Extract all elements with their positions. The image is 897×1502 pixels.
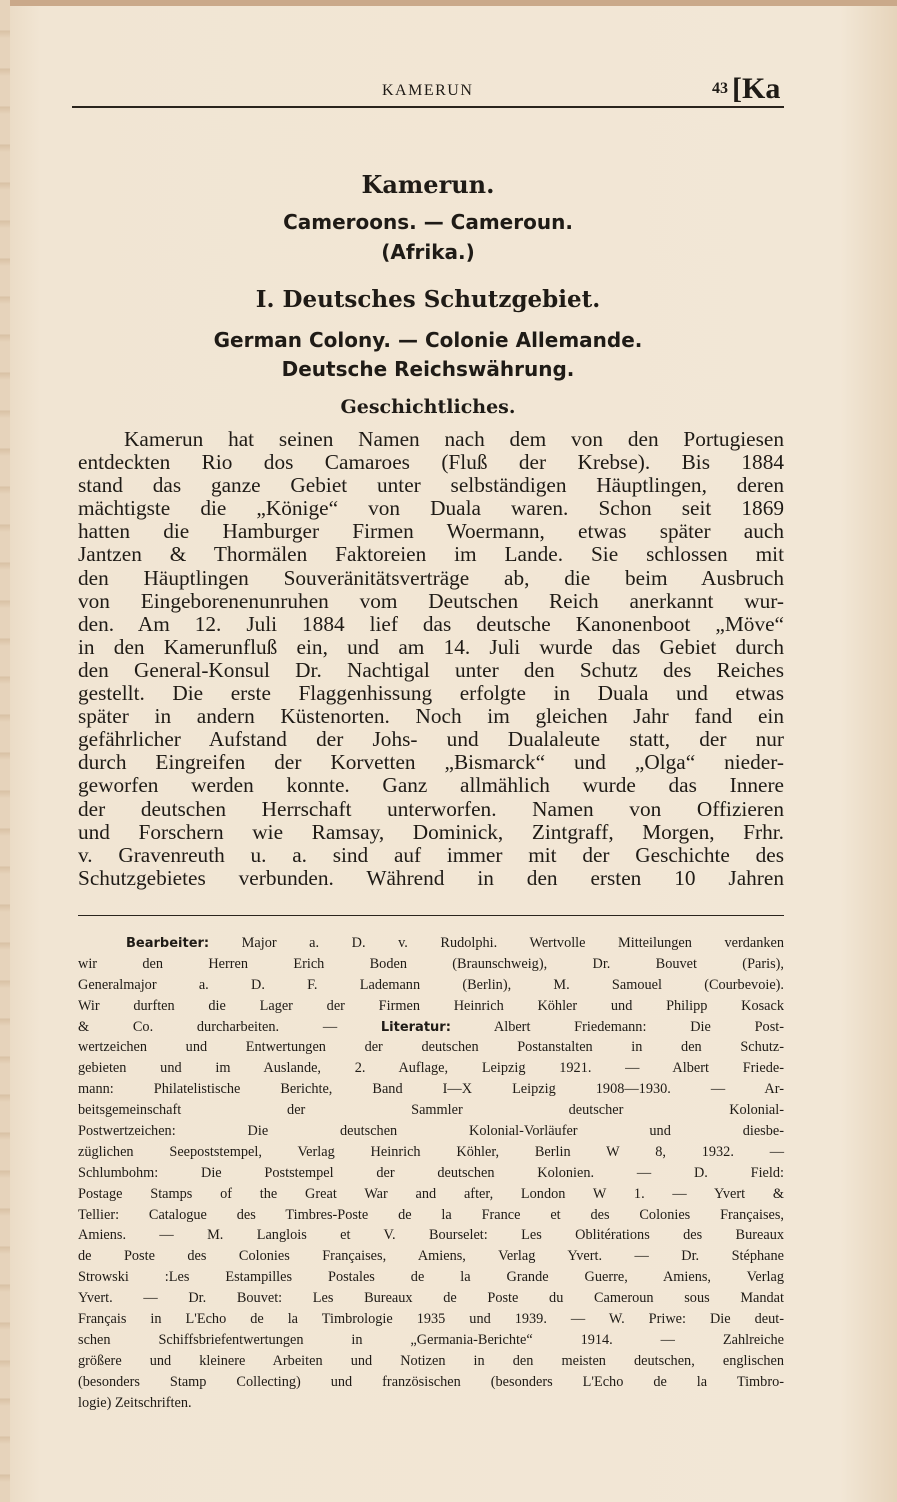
footnote-line: logie) Zeitschriften. — [78, 1394, 192, 1411]
body-line: den General-Konsul Dr. Nachtigal unter den Schutz des Reiches — [78, 657, 784, 682]
footnote-line: Postage Stamps of the Great War and after, London W 1. — Yvert & — [78, 1185, 784, 1202]
footnote-line: Strowski :Les Estampilles Postales de la Grande Guerre, Amiens, Verlag — [78, 1269, 784, 1286]
running-title: KAMERUN — [382, 82, 474, 99]
footnote-line: Français in L'Echo de la Timbrologie 1935 und 1939. — W. Priwe: Die deut- — [78, 1311, 784, 1328]
body-line: stand das ganze Gebiet unter selbständigen Häuptlingen, deren — [78, 473, 784, 498]
footnote-line: Generalmajor a. D. F. Lademann (Berlin), M. Samouel (Courbevoie). — [78, 976, 784, 993]
footnote-line: & Co. durcharbeiten. — Literatur: Albert Friedemann: Die Post- — [78, 1018, 784, 1035]
footnote-block — [78, 933, 784, 1413]
body-line: Schutzgebietes verbunden. Während in den ersten 10 Jahren — [78, 865, 784, 890]
footnote-line: Tellier: Catalogue des Timbres-Poste de la France et des Colonies Françaises, — [78, 1206, 784, 1223]
body-line: hatten die Hamburger Firmen Woermann, etwas später auch — [78, 519, 784, 544]
footnote-line: größere und kleinere Arbeiten und Notizen in den meisten deutschen, englischen — [78, 1352, 784, 1369]
body-line: durch Eingreifen der Korvetten „Bismarck“ und „Olga“ nieder- — [78, 750, 784, 775]
body-line: geworfen werden konnte. Ganz allmählich wurde das Innere — [78, 773, 784, 798]
footnote-line: de Poste des Colonies Françaises, Amiens, Verlag Yvert. — Dr. Stéphane — [78, 1248, 784, 1265]
body-line: mächtigste die „Könige“ von Duala waren. Schon seit 1869 — [78, 496, 784, 521]
footnote-line: schen Schiffsbriefentwertungen in „Germania-Berichte“ 1914. — Zahlreiche — [78, 1331, 784, 1348]
body-line: den Häuptlingen Souveränitätsverträge ab, die beim Ausbruch — [78, 565, 784, 590]
editor-label: Bearbeiter: — [126, 936, 210, 951]
currency-heading: Deutsche Reichswährung. — [281, 357, 575, 381]
body-line: von Eingeborenenunruhen vom Deutschen Reich anerkannt wur- — [78, 588, 784, 613]
footnote-rule — [78, 915, 784, 916]
footnote-line: Yvert. — Dr. Bouvet: Les Bureaux de Poste du Cameroun sous Mandat — [78, 1290, 784, 1307]
footnote-line: züglichen Seepoststempel, Verlag Heinrich Köhler, Berlin W 8, 1932. — — [78, 1143, 784, 1160]
body-line: Kamerun hat seinen Namen nach dem von den Portugiesen — [124, 427, 784, 451]
running-header — [72, 72, 784, 108]
literature-label: Literatur: — [380, 1019, 451, 1035]
footnote-line: wir den Herren Erich Boden (Braunschweig), Dr. Bouvet (Paris), — [78, 955, 784, 972]
history-heading: Geschichtliches. — [340, 396, 516, 418]
page-title: Kamerun. — [361, 170, 495, 199]
body-line: Jantzen & Thormälen Faktoreien im Lande. Sie schlossen mit — [78, 542, 784, 567]
page-number: 43 — [712, 80, 728, 97]
body-line: in den Kamerunfluß ein, und am 14. Juli wurde das Gebiet durch — [78, 634, 784, 659]
footnote-line: mann: Philatelistische Berichte, Band I—X Leipzig 1908—1930. — Ar- — [78, 1081, 784, 1098]
thumb-index-tab: [Ka — [732, 72, 781, 105]
region-label: (Afrika.) — [381, 240, 475, 264]
footnote-line: wertzeichen und Entwertungen der deutschen Postanstalten in den Schutz- — [78, 1039, 784, 1056]
history-text — [78, 428, 784, 890]
footnote-line: Amiens. — M. Langlois et V. Bourselet: Les Oblitérations des Bureaux — [78, 1227, 784, 1244]
footnote-line: (besonders Stamp Collecting) und französischen (besonders L'Echo de la Timbro- — [78, 1373, 784, 1390]
body-line: und Forschern wie Ramsay, Dominick, Zintgraff, Morgen, Frhr. — [78, 819, 784, 844]
section-heading: I. Deutsches Schutzgebiet. — [255, 286, 601, 313]
body-line: gestellt. Die erste Flaggenhissung erfolgte in Duala und etwas — [78, 681, 784, 706]
body-line: gefährlicher Aufstand der Johs- und Dualaleute statt, der nur — [78, 727, 784, 752]
colony-heading: German Colony. — Colonie Allemande. — [213, 328, 643, 352]
body-line: später in andern Küstenorten. Noch im gleichen Jahr fand ein — [78, 704, 784, 729]
body-line: entdeckten Rio dos Camaroes (Fluß der Krebse). Bis 1884 — [78, 450, 784, 475]
footnote-line: gebieten und im Auslande, 2. Auflage, Leipzig 1921. — Albert Friede- — [78, 1060, 784, 1077]
body-line: den. Am 12. Juli 1884 lief das deutsche Kanonenboot „Möve“ — [78, 611, 784, 636]
footnote-line: Schlumbohm: Die Poststempel der deutschen Kolonien. — D. Field: — [78, 1164, 784, 1181]
footnote-line: Wir durften die Lager der Firmen Heinrich Köhler und Philipp Kosack — [78, 997, 784, 1014]
footnote-line: Bearbeiter: Major a. D. v. Rudolphi. Wertvolle Mitteilungen verdanken — [126, 935, 784, 951]
footnote-line: Postwertzeichen: Die deutschen Kolonial-Vorläufer und diesbe- — [78, 1123, 784, 1140]
page-top-edge — [0, 0, 897, 6]
body-line: der deutschen Herrschaft unterworfen. Namen von Offizieren — [78, 796, 784, 821]
subtitle-translations: Cameroons. — Cameroun. — [283, 210, 573, 234]
footnote-line: beitsgemeinschaft der Sammler deutscher Kolonial- — [78, 1102, 784, 1119]
page-binding-edge — [0, 0, 10, 1502]
body-line: v. Gravenreuth u. a. sind auf immer mit der Geschichte des — [78, 842, 784, 867]
